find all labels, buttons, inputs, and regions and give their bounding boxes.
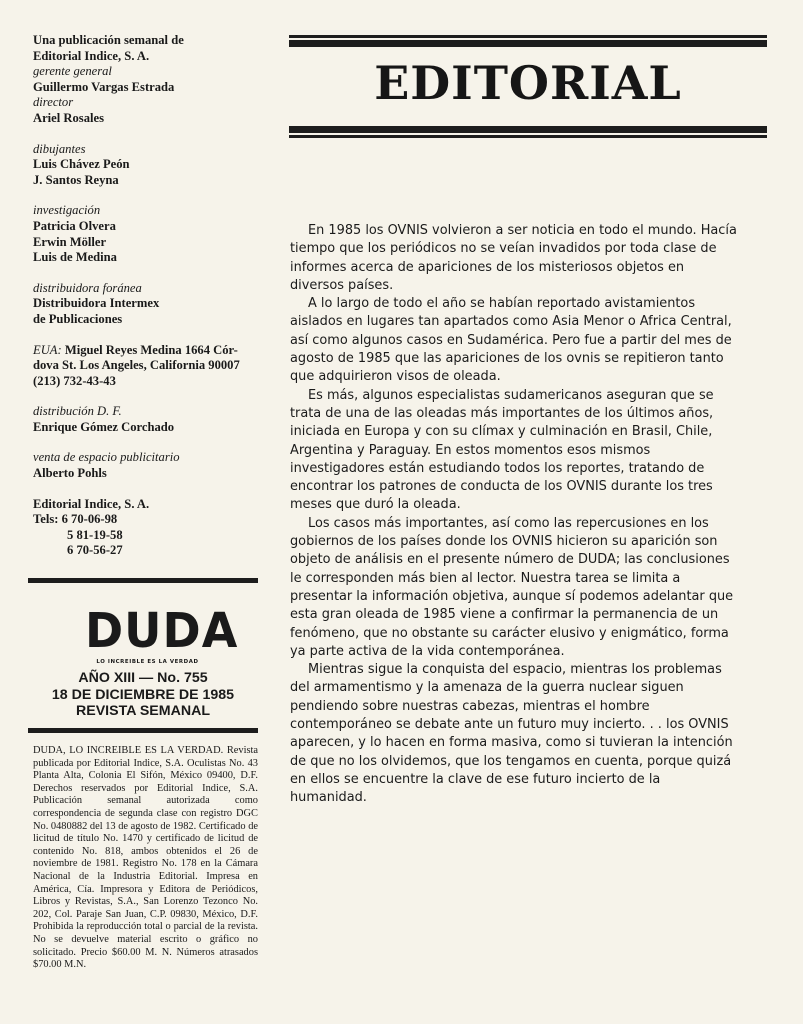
foreign-distribution-role: distribuidora foránea [33,280,142,295]
staff-credits [33,33,268,574]
illustrator-name: J. Santos Reyna [33,172,119,187]
foreign-distributor-line: de Publicaciones [33,311,123,326]
title-rule-bottom-thin [289,135,767,138]
usa-role: EUA: [33,342,62,357]
publisher-line-1: Una publicación semanal de [33,33,184,47]
logo-tagline: LO INCREIBLE ES LA VERDAD [96,659,199,665]
manager-role: gerente general [33,64,112,79]
phones-label: Tels: [33,512,59,527]
editorial-paragraph: Mientras sigue la conquista del espacio, mientras los problemas del armamentismo y la amenaza de la guerra nuclear siguen pendiendo sobre nuestras cabezas, mientras el hombre contemporáneo se debate ante un futuro muy incierto. . . los OVNIS aparecen, y lo hacen en forma masiva, como si tuvieran la intención de que no los olvidemos, que los tengamos en cuenta, porque quizá en ellos se encuentre la clave de ese futuro incierto de la humanidad. [290,662,733,806]
manager-name: Guillermo Vargas Estrada [33,79,175,94]
publisher-line-2: Editorial Indice, S. A. [33,48,150,63]
left-divider-top [28,578,258,583]
phone-number: 5 81-19-58 [67,527,123,542]
publisher-block [33,33,268,127]
research-block [33,203,268,265]
usa-address-line: Miguel Reyes Medina 1664 Cór- [64,342,238,357]
foreign-distributor-line: Distribuidora Intermex [33,296,160,311]
ad-sales-name: Alberto Pohls [33,466,107,481]
editorial-paragraph: Es más, algunos especialistas sudamericanos aseguran que se trata de una de las oleadas más importantes de los últimos años, iniciada en Europa y con su clímax y culminación en Brasil, Chile, Argentina y Paraguay. En estos momentos esos mismos investigadores están estudiando todos los reportes, tratando de encontrar los patrones de conducta de los OVNIS durante los tres meses que duró la oleada. [290,387,714,513]
company-name: Editorial Indice, S. A. [33,496,150,511]
researcher-name: Patricia Olvera [33,218,116,233]
ad-sales-block [33,450,268,481]
editorial-paragraph: En 1985 los OVNIS volvieron a ser noticia en todo el mundo. Hacía tiempo que los periódicos no se veían invadidos por toda clase de informes acerca de apariciones de los misteriosos objetos en diversos países. [290,223,737,293]
usa-address-line: dova St. Los Angeles, California 90007 [33,358,240,373]
ad-sales-role: venta de espacio publicitario [33,450,180,465]
duda-logo [85,601,239,669]
title-rule-top-thin [289,35,767,38]
phone-number: 6 70-06-98 [61,512,118,527]
usa-block [33,343,268,390]
illustrator-name: Luis Chávez Peón [33,157,130,172]
foreign-distribution-block [33,281,268,328]
issue-type: REVISTA SEMANAL [76,703,210,719]
illustrators-role: dibujantes [33,141,86,156]
researcher-name: Erwin Möller [33,234,107,249]
editorial-paragraph: Los casos más importantes, así como las repercusiones en los gobiernos de los países donde los OVNIS hicieron su aparición son objeto de análisis en el presente número de DUDA; las conclusiones le corresponden más bien al lector. Nuestra tarea se limita a presentar la información objetiva, aunque sí podemos adelantar que esta gran oleada de 1985 viene a confirmar la permanencia de un fenómeno, que no obstante su carácter elusivo y enigmático, forma ya parte activa de la vida contemporánea. [290,515,734,659]
df-distribution-block [33,404,268,435]
phone-number: 6 70-56-27 [67,543,123,558]
df-distribution-role: distribución D. F. [33,404,122,419]
editorial-body [290,222,738,808]
director-role: director [33,95,74,110]
title-rule-bottom-thick [289,126,767,133]
title-rule-top-thick [289,40,767,47]
issue-info [30,670,256,720]
usa-phone: (213) 732-43-43 [33,373,116,388]
logo-wordmark: DUDA [85,601,239,659]
editorial-paragraph: A lo largo de todo el año se habían reportado avistamientos aislados en lugares tan apartados como Asia Menor o Africa Central, así como algunos casos en Sudamérica. Pero fue a partir del mes de agosto de 1985 que las apariciones de los ovnis se repitieron tanto que adquirieron visos de oleada. [290,296,732,385]
research-role: investigación [33,203,101,218]
researcher-name: Luis de Medina [33,250,117,265]
left-divider-bottom [28,728,258,733]
legal-notice: DUDA, LO INCREIBLE ES LA VERDAD. Revista publicada por Editorial Indice, S.A. Oculistas No. 43 Planta Alta, Colonia El Sifón, México 09400, D.F. Derechos reservados por Editorial Indice, S.A. Publicación semanal autorizada como correspondencia de segunda clase con registro DGC No. 0480882 del 13 de agosto de 1982. Certificado de licitud de título No. 1470 y certificado de licitud de contenido No. 818, ambos obtenidos el 26 de noviembre de 1981. Registro No. 178 en la Cámara Nacional de la Industria Editorial. Impresa en América, Cía. Impresora y Editora de Periódicos, Libros y Revistas, S.A., San Lorenzo Tezonco No. 202, Col. Paraje San Juan, C.P. 09830, México, D.F. Prohibida la reproducción total o parcial de la revista. No se devuelve material escrito o gráfico no solicitado. Precio $60.00 M. N. Números atrasados $70.00 M.N. [33,745,258,971]
df-distributor-name: Enrique Gómez Corchado [33,419,175,434]
illustrators-block [33,142,268,189]
director-name: Ariel Rosales [33,110,104,125]
editorial-title: EDITORIAL [374,56,682,110]
issue-date: 18 DE DICIEMBRE DE 1985 [51,686,235,703]
company-block [33,497,268,559]
issue-number: AÑO XIII — No. 755 [78,670,208,686]
phone-list [33,512,268,559]
